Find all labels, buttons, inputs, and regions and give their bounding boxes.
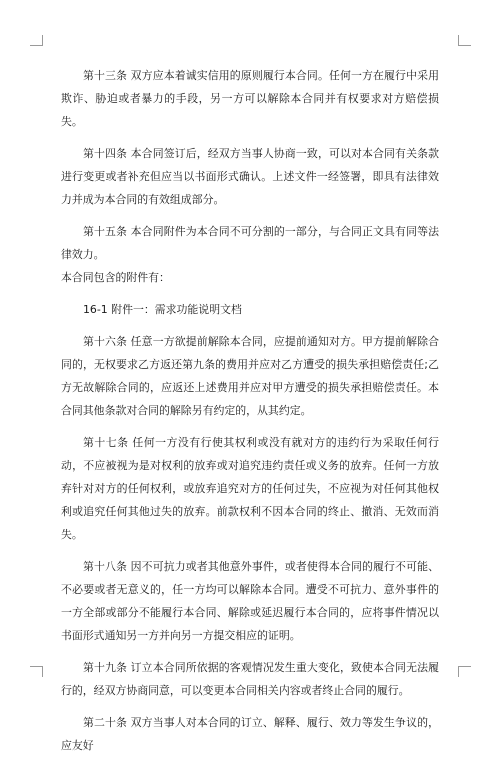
crop-mark-bottom-left xyxy=(30,666,43,677)
clause-18: 第十八条 因不可抗力或者其他意外事件，或者使得本合同的履行不可能、不必要或者无意义的，任一方均可以解除本合同。遭受不可抗力、意外事件的一方全部或部分不能履行本合同、解除或延迟履行本合同的，应将事件情况以书面形式通知另一方并向另一方提交相应的证明。 xyxy=(61,560,439,642)
attachments-intro: 本合同包含的附件有： xyxy=(61,271,170,284)
clause-17: 第十七条 任何一方没有行使其权利或没有就对方的违约行为采取任何行动，不应被视为是对权利的放弃或对追究违约责任或义务的放弃。任何一方放弃针对对方的任何权利，或放弃追究对方的任何过失，不应视为对任何其他权利或追究任何其他过失的放弃。前款权利不因本合同的终止、撤消、无效而消失。 xyxy=(61,436,439,541)
attachment-item-1: 16-1 附件一：需求功能说明文档 xyxy=(83,303,242,316)
crop-mark-top-right xyxy=(458,35,471,46)
clause-14: 第十四条 本合同签订后，经双方当事人协商一致，可以对本合同有关条款进行变更或者补充但应当以书面形式确认。上述文件一经签署，即具有法律效力并成为本合同的有效组成部分。 xyxy=(61,147,439,206)
crop-mark-top-left xyxy=(30,35,43,46)
clause-19: 第十九条 订立本合同所依据的客观情况发生重大变化，致使本合同无法履行的，经双方协商同意，可以变更本合同相关内容或者终止合同的履行。 xyxy=(61,661,439,697)
clause-13: 第十三条 双方应本着诚实信用的原则履行本合同。任何一方在履行中采用欺诈、胁迫或者暴力的手段，另一方可以解除本合同并有权要求对方赔偿损失。 xyxy=(61,69,439,128)
crop-mark-bottom-right xyxy=(458,666,471,677)
clause-16: 第十六条 任意一方欲提前解除本合同，应提前通知对方。甲方提前解除合同的，无权要求乙方返还第九条的费用并应对乙方遭受的损失承担赔偿责任;乙方无故解除合同的，应返还上述费用并应对甲方遭受的损失承担赔偿责任。本合同其他条款对合同的解除另有约定的，从其约定。 xyxy=(61,335,439,417)
clause-20: 第二十条 双方当事人对本合同的订立、解释、履行、效力等发生争议的，应友好 xyxy=(61,716,439,752)
clause-15: 第十五条 本合同附件为本合同不可分割的一部分，与合同正文具有同等法律效力。 xyxy=(61,225,439,261)
document-body xyxy=(61,64,439,766)
